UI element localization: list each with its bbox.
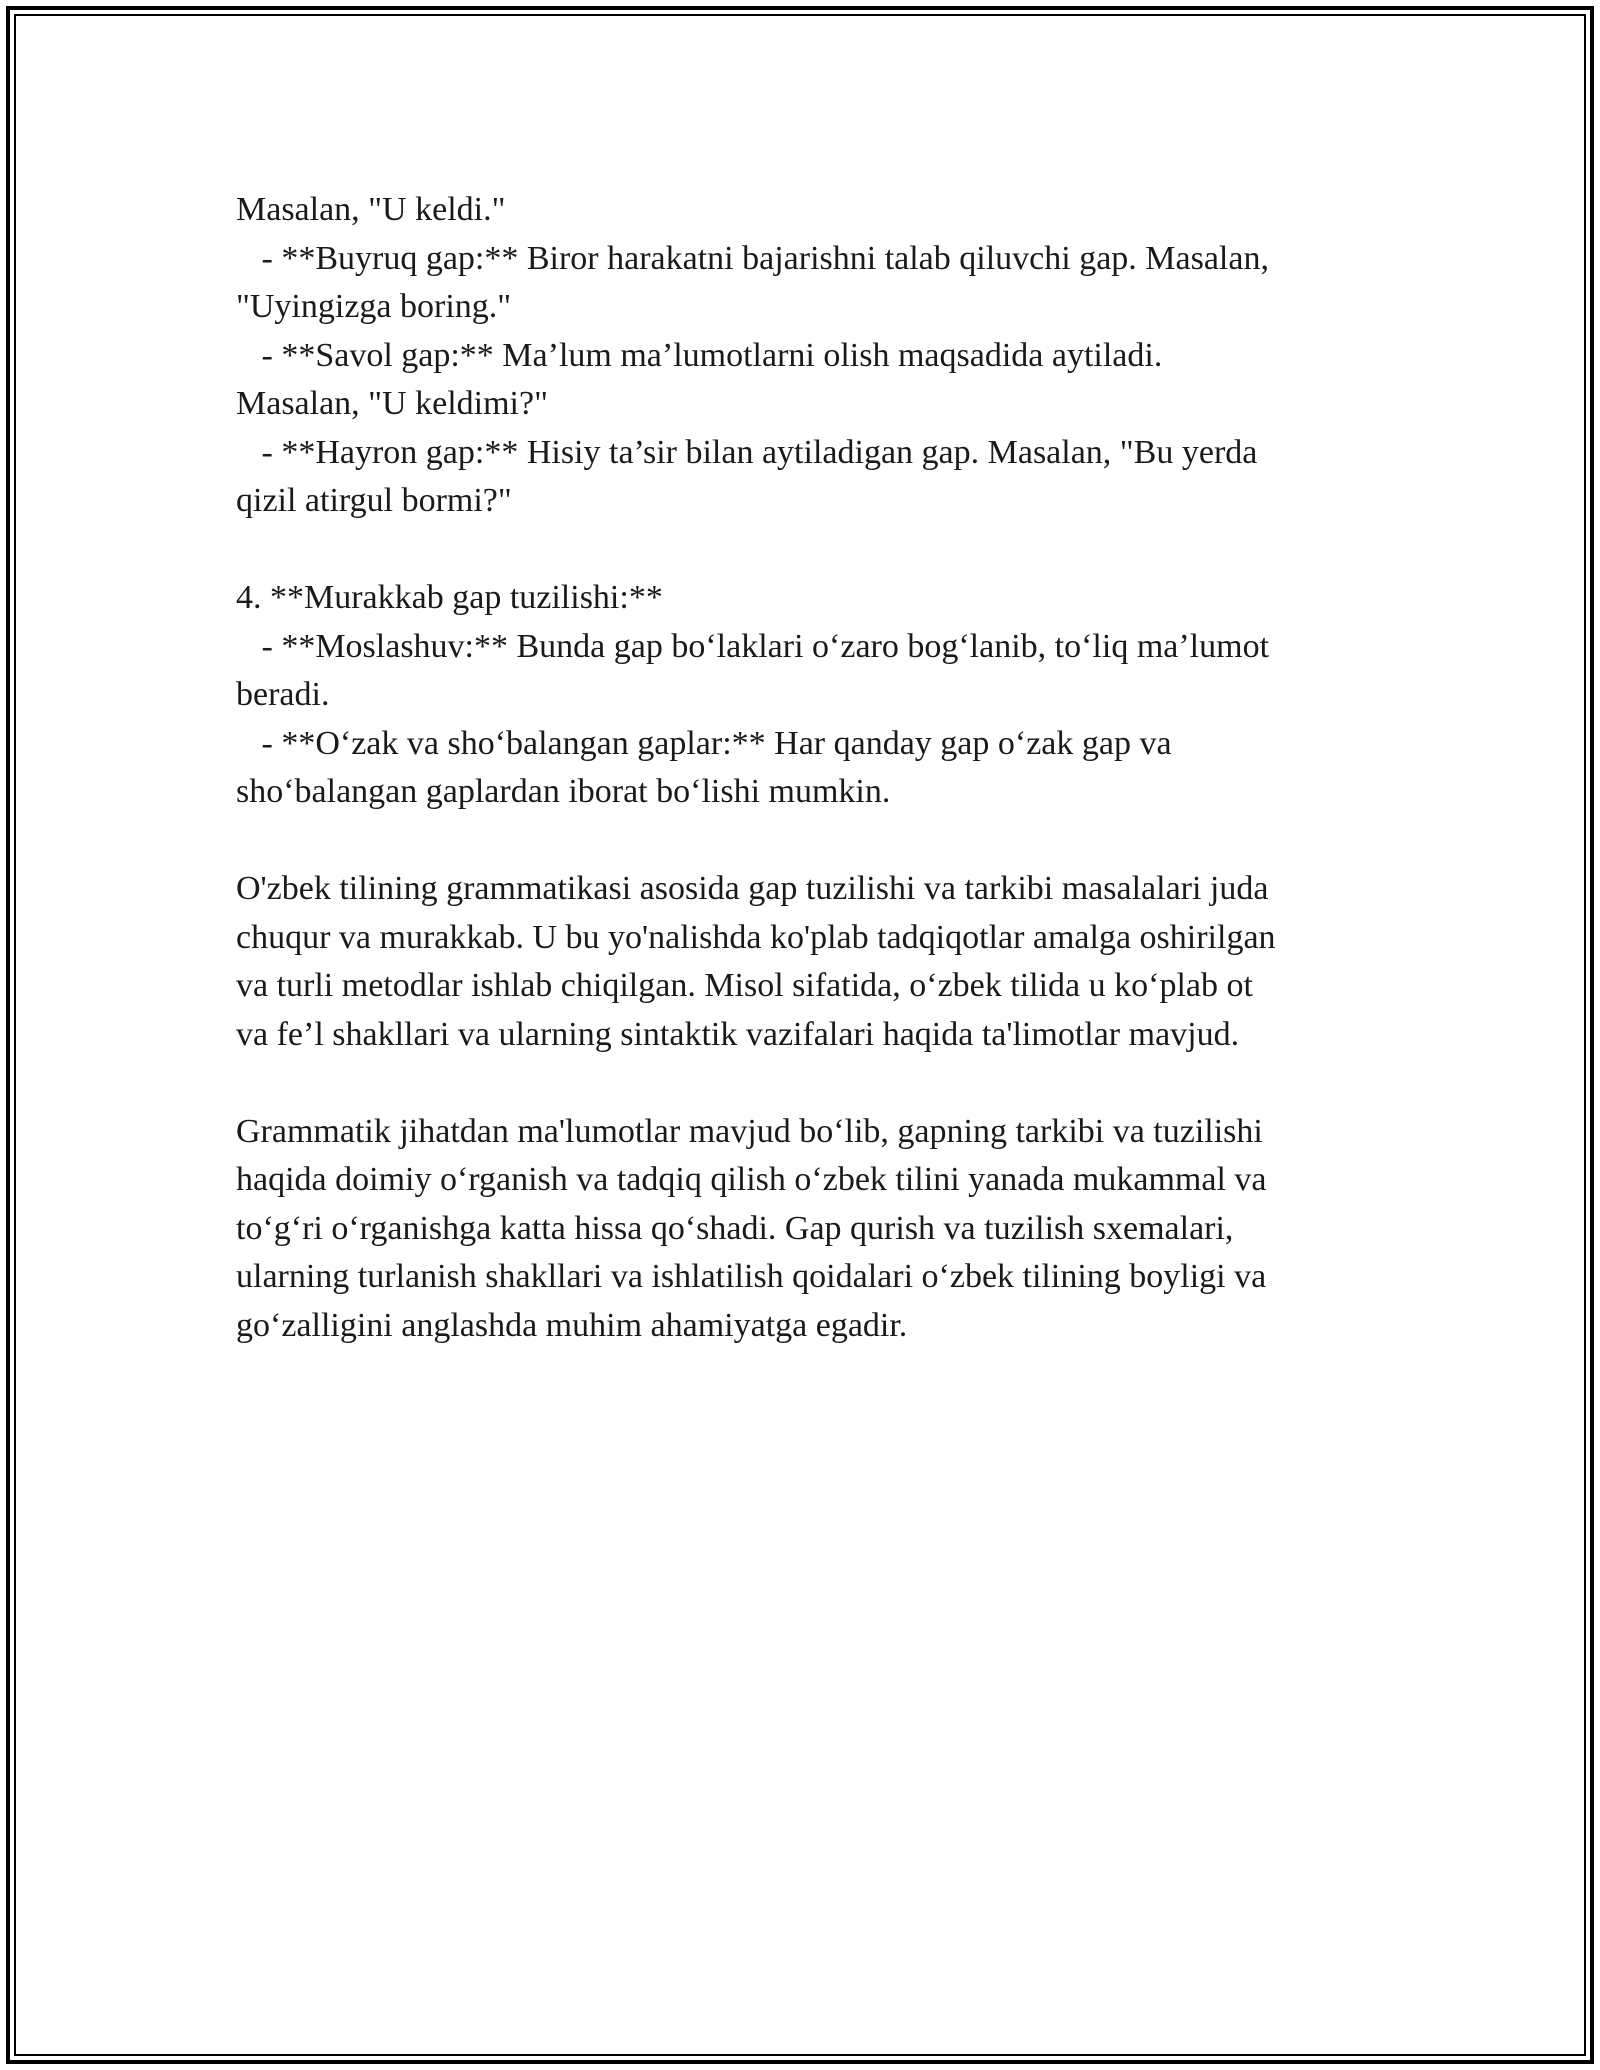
text-line: qizil atirgul bormi?" <box>236 482 512 519</box>
text-line: to‘g‘ri o‘rganishga katta hissa qo‘shadi. Gap qurish va tuzilish sxemalari, <box>236 1209 1234 1247</box>
paragraph-complex-sentence <box>236 574 1376 817</box>
text-line: va turli metodlar ishlab chiqilgan. Misol sifatida, o‘zbek tilida u ko‘plab ot <box>236 967 1253 1004</box>
text-line: - **O‘zak va sho‘balangan gaplar:** Har qanday gap o‘zak gap va <box>236 724 1172 762</box>
text-line: - **Hayron gap:** Hisiy ta’sir bilan aytiladigan gap. Masalan, "Bu yerda <box>236 433 1258 471</box>
document-body <box>236 186 1376 1399</box>
text-line: haqida doimiy o‘rganish va tadqiq qilish o‘zbek tilini yanada mukammal va <box>236 1161 1267 1198</box>
text-line: sho‘balangan gaplardan iborat bo‘lishi mumkin. <box>236 773 891 810</box>
text-line: Grammatik jihatdan ma'lumotlar mavjud bo‘lib, gapning tarkibi va tuzilishi <box>236 1112 1263 1150</box>
text-line: va fe’l shakllari va ularning sintaktik vazifalari haqida ta'limotlar mavjud. <box>236 1015 1240 1053</box>
paragraph-grammar-overview <box>236 865 1376 1059</box>
paragraph-sentence-types <box>236 186 1376 526</box>
text-line: - **Buyruq gap:** Biror harakatni bajarishni talab qiluvchi gap. Masalan, <box>236 239 1269 277</box>
text-line: go‘zalligini anglashda muhim ahamiyatga egadir. <box>236 1306 908 1344</box>
text-line: Masalan, "U keldimi?" <box>236 385 548 422</box>
text-line: chuqur va murakkab. U bu yo'nalishda ko'plab tadqiqotlar amalga oshirilgan <box>236 918 1276 956</box>
text-line: - **Savol gap:** Ma’lum ma’lumotlarni olish maqsadida aytiladi. <box>236 336 1163 374</box>
text-line: ularning turlanish shakllari va ishlatilish qoidalari o‘zbek tilining boyligi va <box>236 1258 1267 1295</box>
text-line: "Uyingizga boring." <box>236 288 512 325</box>
paragraph-conclusion <box>236 1108 1376 1351</box>
text-line: Masalan, "U keldi." <box>236 191 506 228</box>
text-line: beradi. <box>236 676 330 713</box>
text-line: O'zbek tilining grammatikasi asosida gap tuzilishi va tarkibi masalalari juda <box>236 870 1269 907</box>
text-line: 4. **Murakkab gap tuzilishi:** <box>236 579 663 616</box>
text-line: - **Moslashuv:** Bunda gap bo‘laklari o‘zaro bog‘lanib, to‘liq ma’lumot <box>236 627 1270 665</box>
